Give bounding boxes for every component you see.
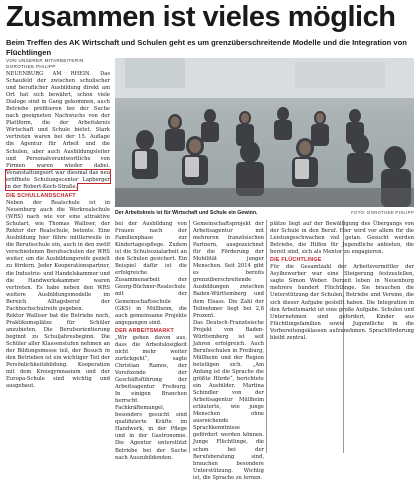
lead-paragraph — [6, 71, 110, 191]
byline-author: DOROTHEE PHILIPP — [6, 64, 56, 69]
byline-line1: VON UNSERER MITARBEITERIN — [6, 58, 84, 63]
meeting-photo-illustration — [115, 58, 414, 207]
column-divider — [189, 220, 190, 453]
column-paragraph: Gemeinschaftsprojekt der Arbeitsagentur mit mehreren französischen Partnern, ausgezeichnet für die Förderung der Mobilität junger Menschen. Seit 2014 gibt es bereits grenzüberschreitende Ausbildungen zwischen Baden-Württemberg und dem Elsass. Die Zahl der Teilnehmer liegt bei 2,8 Prozent. — [193, 221, 264, 319]
article-column-2 — [115, 221, 187, 461]
photo-caption: Der Arbeitskreis ist für Wirtschaft und Schule ein Gewinn. — [115, 210, 258, 216]
column-paragraph: bei der Ausbildung von Frauen nach der Familienphase zur Kindertagespflege. Zudem ist die Schulsozialarbeit an den Schulen gesichert. Ein Beispiel dafür ist die erfolgreiche Zusammenarbeit der Georg-Büchner-Realschule mit der Gemeinschaftsschule (GKS) in Müllheim, die auch gemeinsame Projekte angegangen sind. — [115, 221, 187, 326]
column-divider — [266, 220, 267, 453]
article-column-lead — [6, 71, 110, 189]
column-paragraph: Neben der Realschule ist in Neuenburg auch die Werkrealschule (WRS) nach wie vor eine attraktive Schulart, wie Thomas Walliser, der Rektor der Realschule, betonte. Eine Ausbildung hier führe mittlerweile in die Berufsschule ein, auch in den zwölf verschiedenen Berufsschulen der WRS weiter, um die Ausbildungsreife gezielt zu fördern. Jeder Kooperationspartner, die Industrie- und Handelskammer und die Handwerkskammer waren vertreten. Es habe neben den WRS weitere Ausbildungsmodelle im Bereich Alltagsberuf der Fachhochschulreife gegeben. — [6, 200, 110, 312]
headline: Zusammen ist vieles möglich — [6, 1, 396, 33]
column-paragraph: Das Deutsch-Französische Projekt von Baden-Württemberg ist seit Jahren erfolgreich. Auch Berufsschulen in Freiburg, Müllheim und der Region beteiligen sich. „Am Anfang ist die Sprache die größte Hürde“, berichtete ein Ausbilder. Martina Schindler von der Arbeitsagentur Müllheim erläuterte, wie junge Menschen ohne ausreichende Sprachkenntnisse gefördert werden können. Junge Flüchtlinge, die schon bei der Berufsberatung sind, brauchen besondere Unterstützung. Wichtig ist, die Sprache zu lernen. — [193, 319, 264, 481]
column-paragraph: „Wir gehen davon aus, dass die Arbeitslosigkeit nicht mehr weiter zurückgeht“, sagte Christian Ramos, der Vorsitzende der Geschäftsführung der Arbeitsagentur Freiburg. In einigen Branchen herrscht Fachkräftemangel, besonders gesucht sind qualifizierte Kräfte im Handwerk, in der Pflege und in der Gastronomie. Die Agentur unterstützt Betriebe bei der Suche nach Auszubildenden. — [115, 334, 187, 461]
column-paragraph: Rektor Walliser bat die Betriebe noch, Praktikumsplätze für Schüler anzubieten. Die Berufsorientierung beginnt zu Schuljahresbeginn. Die Schüler aller Klassenstufen nehmen an der Bildungsmesse teil, der Besuch in den Betrieben ist ein wichtiger Teil der Persönlichkeitsbildung. Kooperation mit dem Kreisgymnasium und der Europa-Schule sind wichtig und ausgebaut. — [6, 312, 110, 390]
photo-credit: FOTO: DOROTHEE PHILIPP — [351, 210, 414, 215]
byline — [6, 58, 112, 70]
subheadline: Beim Treffen des AK Wirtschaft und Schulen geht es um grenzüberschreitende Modelle und die Integration von Flüchtlingen — [6, 38, 407, 57]
column-paragraph: plätze liegt auf der Bewältigung des Übergangs von der Schule in den Beruf. Hier wird vor allem für die Leistungsschwachen viel getan. Gesucht werden Betriebe, die Hilfen für Jugendliche anbieten, die bereit sind, sich als Mentor zu engagieren. — [270, 221, 414, 256]
section-heading-fluechtlinge: DIE FLÜCHTLINGE — [270, 257, 322, 264]
lead-text: NEUENBURG AM RHEIN. Das Schaufeld der zwischen schulischer und beruflicher Ausbildung direkt am Ort hat sich bewährt, schon viele Dialoge sind in Gang gekommen, auch Betriebe profitieren bei der Suche nach geeigneten Nachwuchs von der Plattform, die der Arbeitskreis Wirtschaft und Schule bietet. Stark vertreten waren bei der 15. Auflage die Agentur für Arbeit und die Schulen, aber auch Ausbildungsleiter und Personalverantwortliche von Firmen waren wieder dabei. — [6, 71, 110, 169]
section-heading-schullandschaft: DIE SCHULLANDSCHAFT — [6, 193, 76, 199]
meeting-photo — [115, 58, 414, 207]
section-heading-arbeitsmarkt: DER ARBEITSMARKT — [115, 327, 175, 334]
column-paragraph: Für die Gesamtzahl der Arbeitsvermittler der Asylbewerber war eine Steigerung festzustellen, sagte Simon Weber. Derzeit leben in Neuenburg mehrere hundert Flüchtlinge. Sie brauchen die Unterstützung der Schulen, Betriebe und Vereine, die sich dieser Aufgabe gestellt haben. Die Integration in den Arbeitsmarkt ist eine große Aufgabe. Schulen und Unternehmen sind gefordert, Kinder aus Flüchtlingsfamilien sowie Jugendliche in die Vorbereitungsklassen aufzunehmen. Sprachförderung bleibt zentral. — [270, 264, 414, 341]
article-column-3 — [193, 221, 264, 481]
highlighted-passage: Veranstaltungsort war diesmal das neu eröffnete Schulungscenter Lapberger in der Robert-Koch-Straße. — [6, 169, 110, 190]
article-column-1 — [6, 192, 110, 454]
article-column-4 — [270, 221, 414, 453]
photo-caption-bar — [115, 209, 414, 217]
